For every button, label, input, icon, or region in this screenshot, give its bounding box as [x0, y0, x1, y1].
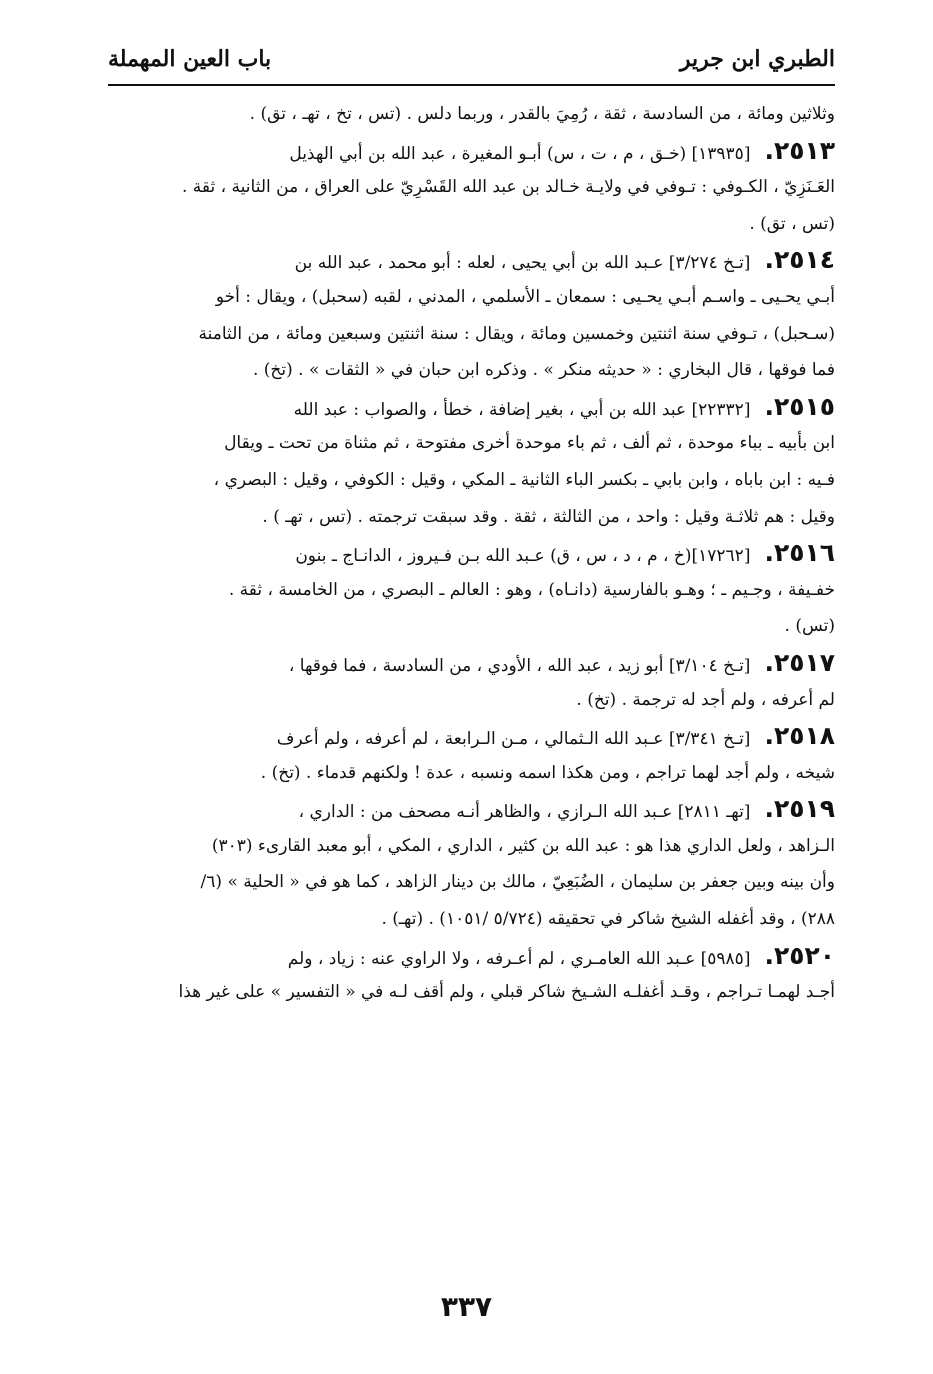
line-text: [تـخ ٣/٢٧٤] عـبد الله بن أبي يحيى ، لعله : أبو محمد ، عبد الله بن: [294, 253, 751, 274]
entry-number: ٢٥١٩.: [764, 794, 835, 824]
entry-first-line: [126, 389, 835, 426]
header-author-title: الطبري ابن جرير: [679, 46, 835, 72]
text-line: [126, 608, 835, 645]
line-text: [١٧٢٦٢](خ ، م ، د ، س ، ق) عـبد الله بـن فـيروز ، الدانـاج ـ بنون: [295, 546, 751, 567]
page-body: [126, 96, 835, 1011]
line-text: [تهـ ٢٨١١] عـبد الله الـرازي ، والظاهر أنـه مصحف من : الداري ،: [298, 802, 751, 823]
line-text: خفـيفة ، وجـيم ـ ؛ وهـو بالفارسية (دانـاه) ، وهو : العالم ـ البصري ، من الخامسة ، ثقة .: [228, 579, 835, 600]
text-line: [126, 901, 835, 938]
entry-number: ٢٥١٤.: [764, 245, 835, 275]
line-text: [٥٩٨٥] عـبد الله العامـري ، لم أعـرفه ، ولا الراوي عنه : زياد ، ولم: [287, 948, 751, 969]
line-text: (تس) .: [784, 616, 835, 637]
line-text: (تس ، تق) .: [749, 213, 835, 234]
entry-first-line: [126, 718, 835, 755]
entry-number: ٢٥٢٠.: [764, 940, 835, 970]
text-line: [126, 279, 835, 316]
line-text: العَـنَزِيّ ، الكـوفي : تـوفي في ولايـة خـالد بن عبد الله القَسْرِيّ على العراق ، من الثانية ، ثقة .: [182, 177, 835, 198]
entry-number: ٢٥١٥.: [764, 391, 835, 421]
line-text: شيخه ، ولم أجد لهما تراجم ، ومن هكذا اسمه ونسبه ، عدة ! ولكنهم قدماء . (تخ) .: [260, 762, 835, 783]
text-line: [126, 572, 835, 609]
text-line: [126, 169, 835, 206]
line-text: لم أعرفه ، ولم أجد له ترجمة . (تخ) .: [576, 689, 835, 710]
text-line: [126, 499, 835, 536]
running-header: [108, 38, 835, 80]
line-text: أجـد لهمـا تـراجم ، وقـد أغفلـه الشـيخ شاكر قبلي ، ولم أقف لـه في « التفسير » على غير هذا: [178, 982, 835, 1003]
text-line: [126, 352, 835, 389]
entry-number: ٢٥١٧.: [764, 647, 835, 677]
line-text: ابن بأبيه ـ بباء موحدة ، ثم ألف ، ثم باء موحدة أخرى مفتوحة ، ثم مثناة من تحت ـ ويقال: [224, 433, 835, 454]
entry-number: ٢٥١٨.: [764, 721, 835, 751]
line-text: الـزاهد ، ولعل الداري هذا هو : عبد الله بن كثير ، الداري ، المكي ، أبو معبد القارىء (٣٠٣): [211, 835, 835, 856]
text-line: [126, 682, 835, 719]
page-number: ٣٣٧: [440, 1290, 493, 1323]
line-text: فما فوقها ، قال البخاري : « حديثه منكر » . وذكره ابن حبان في « الثقات » . (تخ) .: [252, 360, 835, 381]
text-line: [126, 974, 835, 1011]
text-line: [126, 755, 835, 792]
header-divider: [108, 84, 835, 86]
entry-first-line: [126, 535, 835, 572]
entry-first-line: [126, 645, 835, 682]
entry-first-line: [126, 133, 835, 170]
text-line: [126, 425, 835, 462]
entry-first-line: [126, 938, 835, 975]
header-chapter-title: باب العين المهملة: [108, 46, 272, 72]
text-line: [126, 864, 835, 901]
line-text: وأن بينه وبين جعفر بن سليمان ، الضُبَعِيّ ، مالك بن دينار الزاهد ، كما هو في « الحلية » (٦/: [200, 872, 835, 893]
text-line: [126, 316, 835, 353]
line-text: [١٣٩٣٥] (خـق ، م ، ت ، س) أبـو المغيرة ، عبد الله بن أبي الهذيل: [289, 143, 751, 164]
line-text: [تـخ ٣/٣٤١] عـبد الله الـثمالي ، مـن الـرابعة ، لم أعرفه ، ولم أعرف: [276, 729, 751, 750]
line-text: [٢٢٣٣٢] عبد الله بن أبي ، بغير إضافة ، خطأ ، والصواب : عبد الله: [293, 399, 751, 420]
line-text: وقيل : هم ثلاثـة وقيل : واحد ، من الثالثة ، ثقة . وقد سبقت ترجمته . (تس ، تهـ ) .: [262, 506, 835, 527]
line-text: فـيه : ابن باباه ، وابن بابي ـ بكسر الباء الثانية ـ المكي ، وقيل : الكوفي ، وقيل : البصري ،: [213, 469, 835, 490]
line-text: [تـخ ٣/١٠٤] أبو زيد ، عبد الله ، الأودي ، من السادسة ، فما فوقها ،: [288, 655, 751, 676]
text-line: [126, 96, 835, 133]
line-text: وثلاثين ومائة ، من السادسة ، ثقة ، رُمِيَ بالقدر ، وربما دلس . (تس ، تخ ، تهـ ، تق) .: [249, 104, 835, 124]
entry-first-line: [126, 242, 835, 279]
text-line: [126, 206, 835, 243]
text-line: [126, 462, 835, 499]
text-line: [126, 828, 835, 865]
entry-first-line: [126, 791, 835, 828]
line-text: ٢٨٨) ، وقد أغفله الشيخ شاكر في تحقيقه (٥/٧٢٤ /١٠٥١) . (تهـ) .: [381, 909, 835, 930]
line-text: (سـحبل) ، تـوفي سنة اثنتين وخمسين ومائة ، ويقال : سنة اثنتين وسبعين ومائة ، من الثامنة: [198, 323, 835, 344]
entry-number: ٢٥١٣.: [764, 135, 835, 165]
line-text: أبـي يحـيى ـ واسـم أبـي يحـيى : سمعان ـ الأسلمي ، المدني ، لقبه (سحبل) ، ويقال : أخو: [215, 286, 835, 307]
entry-number: ٢٥١٦.: [764, 538, 835, 568]
